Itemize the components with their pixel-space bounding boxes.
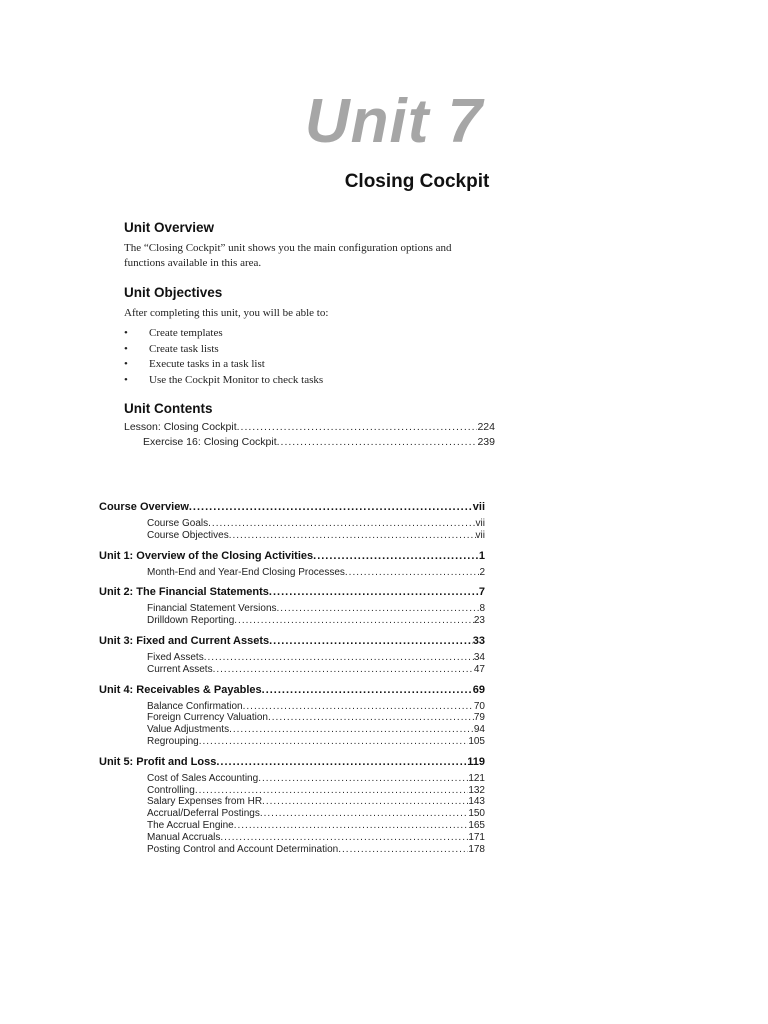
dot-leader <box>220 832 468 844</box>
dot-leader <box>237 421 478 433</box>
toc-item-page: 94 <box>473 724 485 736</box>
toc-item-label: Drilldown Reporting <box>147 615 235 627</box>
dot-leader <box>199 736 469 748</box>
dot-leader <box>277 603 480 615</box>
unit-contents-heading: Unit Contents <box>124 401 213 416</box>
toc-item-label: Fixed Assets <box>147 651 204 663</box>
toc-item-page: 8 <box>479 603 485 615</box>
unit-overview-section <box>124 220 504 271</box>
toc-item[interactable] <box>147 701 485 713</box>
unit-title: Closing Cockpit <box>344 171 490 192</box>
dot-leader <box>216 756 467 768</box>
toc-item[interactable] <box>147 603 485 615</box>
toc-heading-title: Unit 2: The Financial Statements <box>99 586 269 599</box>
unit-objectives-heading: Unit Objectives <box>124 285 223 300</box>
contents-row[interactable] <box>124 421 495 436</box>
toc-heading-page: 119 <box>467 755 485 768</box>
bullet-icon: • <box>124 373 128 386</box>
dot-leader <box>338 844 468 856</box>
toc-heading-page: 69 <box>472 683 485 696</box>
dot-leader <box>229 530 476 542</box>
dot-leader <box>229 724 474 736</box>
dot-leader <box>260 808 468 820</box>
toc-item-label: Regrouping <box>147 735 199 747</box>
toc-item-label: Course Objectives <box>147 529 229 541</box>
dot-leader <box>277 436 478 448</box>
toc-group <box>99 756 485 856</box>
toc-item-label: Month-End and Year-End Closing Processes <box>147 566 345 578</box>
contents-row-page: 239 <box>477 436 495 448</box>
toc-item-page: 121 <box>468 772 485 784</box>
contents-row-label: Exercise 16: Closing Cockpit <box>143 436 277 448</box>
dot-leader <box>213 664 474 676</box>
objective-text: Create task lists <box>149 342 219 355</box>
toc-heading-row[interactable] <box>99 635 485 651</box>
toc-item[interactable] <box>147 736 485 748</box>
table-of-contents <box>99 501 485 863</box>
toc-heading-row[interactable] <box>99 684 485 700</box>
toc-item-page: 143 <box>468 796 485 808</box>
toc-item-label: Balance Confirmation <box>147 700 243 712</box>
objective-item <box>124 343 504 359</box>
toc-item[interactable] <box>147 567 485 579</box>
toc-item[interactable] <box>147 518 485 530</box>
toc-item-label: Controlling <box>147 784 195 796</box>
toc-heading-title: Unit 4: Receivables & Payables <box>99 683 262 696</box>
objective-item <box>124 374 504 390</box>
toc-heading-row[interactable] <box>99 586 485 602</box>
toc-item[interactable] <box>147 712 485 724</box>
toc-item[interactable] <box>147 664 485 676</box>
toc-item[interactable] <box>147 820 485 832</box>
bullet-icon: • <box>124 327 128 339</box>
toc-item[interactable] <box>147 773 485 785</box>
toc-item-page: 2 <box>479 566 485 578</box>
objective-item <box>124 358 504 374</box>
toc-heading-row[interactable] <box>99 501 485 517</box>
toc-item-label: The Accrual Engine <box>147 819 234 831</box>
toc-item[interactable] <box>147 530 485 542</box>
toc-item-label: Salary Expenses from HR <box>147 796 263 808</box>
toc-heading-title: Course Overview <box>99 501 189 513</box>
toc-group <box>99 586 485 627</box>
toc-item-page: 23 <box>473 615 485 627</box>
toc-item-label: Foreign Currency Valuation <box>147 712 268 724</box>
bullet-icon: • <box>124 342 128 355</box>
toc-item[interactable] <box>147 785 485 797</box>
toc-item-page: 150 <box>468 808 485 820</box>
toc-item-page: 178 <box>468 843 485 855</box>
toc-item-page: vii <box>475 529 485 541</box>
dot-leader <box>234 615 474 627</box>
toc-heading-page: 33 <box>472 634 485 647</box>
toc-item-label: Accrual/Deferral Postings <box>147 808 260 820</box>
objective-item <box>124 327 504 343</box>
toc-heading-title: Unit 1: Overview of the Closing Activities <box>99 549 314 562</box>
toc-item-label: Posting Control and Account Determination <box>147 843 339 855</box>
toc-heading-title: Unit 3: Fixed and Current Assets <box>99 634 270 647</box>
dot-leader <box>204 652 474 664</box>
toc-item[interactable] <box>147 615 485 627</box>
toc-item-label: Course Goals <box>147 518 209 529</box>
dot-leader <box>269 586 479 598</box>
toc-item[interactable] <box>147 724 485 736</box>
toc-item-label: Cost of Sales Accounting <box>147 772 259 784</box>
objective-text: Create templates <box>149 327 223 339</box>
toc-heading-page: vii <box>472 501 485 513</box>
toc-heading-title: Unit 5: Profit and Loss <box>99 755 217 768</box>
unit-objectives-intro: After completing this unit, you will be able to: <box>124 307 329 319</box>
toc-group <box>99 635 485 676</box>
dot-leader <box>262 684 473 696</box>
toc-group <box>99 550 485 579</box>
dot-leader <box>208 518 475 530</box>
toc-item-label: Current Assets <box>147 663 213 675</box>
dot-leader <box>269 635 473 647</box>
dot-leader <box>262 796 468 808</box>
bullet-icon: • <box>124 358 128 370</box>
toc-item-page: 105 <box>468 735 485 747</box>
toc-item-page: 171 <box>468 831 485 843</box>
toc-item-page: 132 <box>468 784 485 796</box>
toc-item-page: 70 <box>473 700 485 712</box>
dot-leader <box>234 820 469 832</box>
toc-item[interactable] <box>147 844 485 856</box>
toc-item[interactable] <box>147 808 485 820</box>
contents-row-page: 224 <box>477 421 495 433</box>
toc-heading-page: 7 <box>478 586 485 599</box>
objective-text: Use the Cockpit Monitor to check tasks <box>149 373 324 386</box>
contents-row[interactable] <box>124 436 495 451</box>
toc-item-page: 47 <box>473 663 485 675</box>
objective-text: Execute tasks in a task list <box>149 358 265 370</box>
dot-leader <box>345 567 480 579</box>
toc-item[interactable] <box>147 796 485 808</box>
dot-leader <box>195 785 469 797</box>
toc-item-label: Manual Accruals <box>147 831 221 843</box>
toc-group <box>99 684 485 748</box>
unit-objectives-section <box>124 285 504 389</box>
unit-overview-text: The “Closing Cockpit” unit shows you the main configuration options and functions available in this area. <box>124 242 452 269</box>
toc-item-label: Financial Statement Versions <box>147 603 277 615</box>
unit-overview-heading: Unit Overview <box>124 220 215 235</box>
toc-item-label: Value Adjustments <box>147 724 230 736</box>
dot-leader <box>243 701 474 713</box>
toc-group <box>99 501 485 542</box>
toc-heading-row[interactable] <box>99 756 485 772</box>
toc-item[interactable] <box>147 652 485 664</box>
unit-contents-section <box>124 401 504 451</box>
toc-item[interactable] <box>147 832 485 844</box>
toc-item-page: 79 <box>473 712 485 724</box>
dot-leader <box>313 550 479 562</box>
contents-row-label: Lesson: Closing Cockpit <box>124 421 237 433</box>
dot-leader <box>258 773 468 785</box>
dot-leader <box>268 712 474 724</box>
dot-leader <box>189 501 473 513</box>
toc-item-page: 165 <box>468 819 485 831</box>
toc-heading-page: 1 <box>478 549 485 562</box>
objectives-list <box>124 327 504 389</box>
toc-item-page: vii <box>475 518 485 529</box>
toc-item-page: 34 <box>473 651 485 663</box>
unit-number-heading: Unit 7 <box>304 87 484 156</box>
toc-heading-row[interactable] <box>99 550 485 566</box>
